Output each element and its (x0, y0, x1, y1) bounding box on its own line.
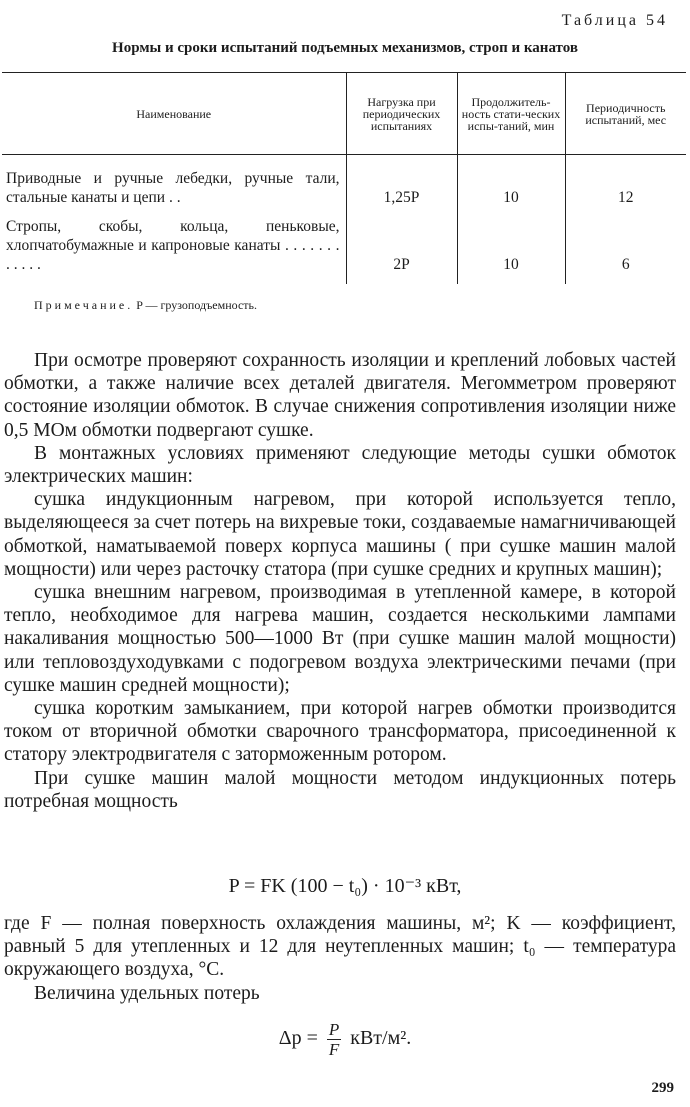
body-text (4, 349, 676, 813)
note-text: P — грузоподъемность. (136, 298, 257, 312)
table-note (34, 298, 257, 313)
page-number: 299 (651, 1080, 674, 1096)
column-header-duration: Продолжитель-ность стати-ческих испы-таний, мин (457, 73, 565, 155)
table-row (2, 155, 686, 212)
column-header-load: Нагрузка при периодических испытаниях (346, 73, 457, 155)
formula-explanation (4, 912, 676, 1005)
row-period: 12 (565, 155, 686, 212)
table-title: Нормы и сроки испытаний подъемных механизмов, строп и канатов (112, 40, 578, 56)
row-load: 2P (346, 211, 457, 284)
specific-losses-intro: Величина удельных потерь (34, 982, 260, 1004)
row-name: Стропы, скобы, кольца, пеньковые, хлопчатобумажные и капроновые канаты . . . . . . . . . . . . (6, 218, 340, 273)
paragraph: При сушке машин малой мощности методом индукционных потерь потребная мощность (4, 767, 676, 812)
row-name: Приводные и ручные лебедки, ручные тали, стальные канаты и цепи . . (6, 170, 340, 206)
table-row (2, 211, 686, 284)
fraction-denominator: F (328, 1040, 340, 1059)
column-header-name: Наименование (2, 73, 346, 155)
variables-definition: где F — полная поверхность охлаждения машины, м²; K — коэффициент, равный 5 для утепленных и 12 для неутепленных машин; t₀ — температура окружающего воздуха, °С. (4, 913, 676, 981)
row-period: 6 (565, 211, 686, 284)
row-duration: 10 (457, 211, 565, 284)
column-header-period: Периодичность испытаний, мес (565, 73, 686, 155)
power-formula: P = FK (100 − t₀) · 10⁻³ кВт, (228, 875, 462, 897)
specific-losses-formula (0, 1020, 690, 1059)
table-number-label: Таблица 54 (561, 12, 668, 29)
fraction (327, 1020, 341, 1059)
fraction-numerator: P (328, 1020, 340, 1039)
row-duration: 10 (457, 155, 565, 212)
paragraph: При осмотре проверяют сохранность изоляции и креплений лобовых частей обмотки, а также наличие всех деталей двигателя. Мегомметром проверяют состояние изоляции обмоток. В случае снижения сопротивления изоляции ниже 0,5 МОм обмотки подвергают сушке. (4, 350, 676, 441)
paragraph: В монтажных условиях применяют следующие методы сушки обмоток электрических машин: (4, 442, 676, 488)
paragraph: сушка индукционным нагревом, при которой используется тепло, выделяющееся за счет потерь на вихревые токи, создаваемые намагничивающей обмоткой, наматываемой поверх корпуса машины ( при сушке машин малой мощности) или через расточку статора (при сушке средних и крупных машин); (4, 489, 676, 580)
table-header-row (2, 73, 686, 155)
paragraph: сушка коротким замыканием, при которой нагрев обмотки производится током от вторичной обмотки сварочного трансформатора, присоединенной к статору электродвигателя с заторможенным ротором. (4, 698, 676, 766)
note-label: Примечание. (34, 298, 134, 312)
formula-unit: кВт/м². (350, 1027, 412, 1050)
paragraph: сушка внешним нагревом, производимая в утепленной камере, в которой тепло, необходимое для нагрева машин, создается несколькими лампами накаливания мощностью 500—1000 Вт (при сушке машин малой мощности) или тепловоздуходувками с подогревом воздуха электрическими печами (при сушке машин средней мощности); (4, 582, 676, 696)
formula-lhs: Δp = (278, 1027, 318, 1050)
row-load: 1,25P (346, 155, 457, 212)
norms-table (2, 72, 686, 284)
